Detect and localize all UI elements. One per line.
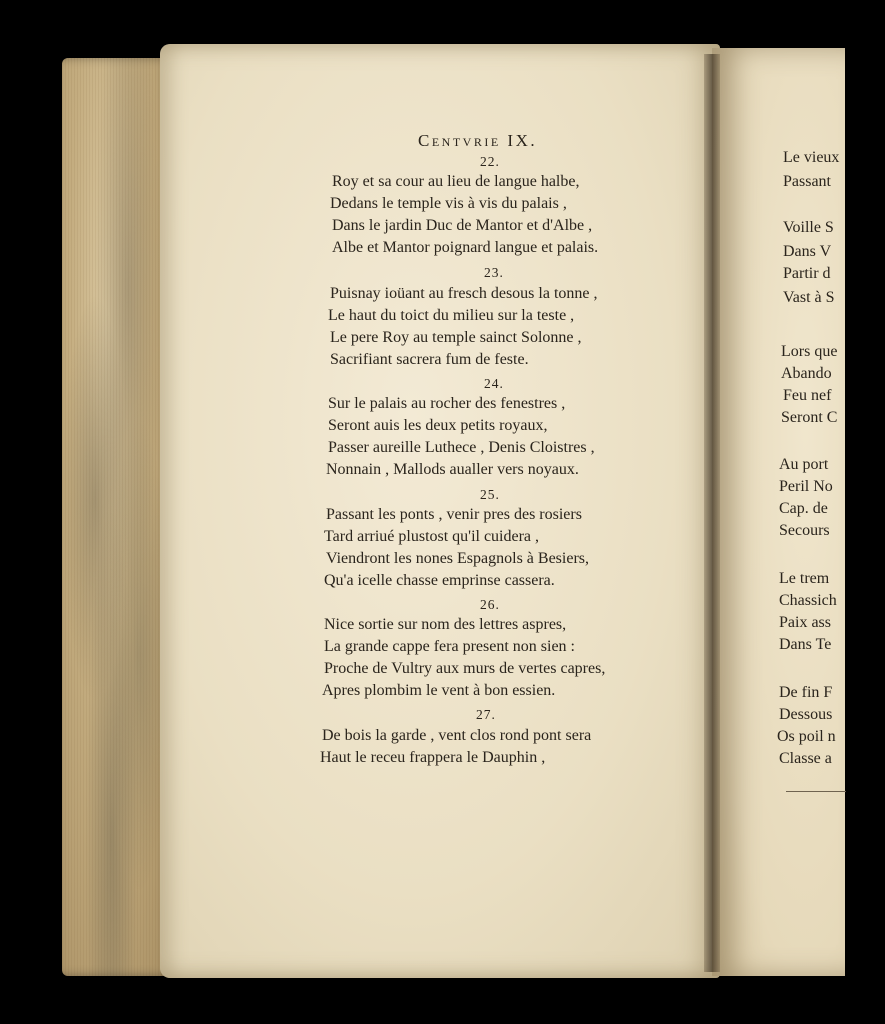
verse-line: Proche de Vultry aux murs de vertes capres, [324, 660, 606, 677]
verse-line: Haut le receu frappera le Dauphin , [320, 749, 546, 766]
verse-line: Passer aureille Luthece , Denis Cloistres , [328, 439, 595, 456]
page-gutter [704, 54, 720, 972]
verse-line: Qu'a icelle chasse emprinse cassera. [324, 572, 555, 589]
stanza-number: 25. [480, 487, 500, 502]
verse-line: Sacrifiant sacrera fum de feste. [330, 351, 529, 368]
right-page-line: Os poil n [777, 728, 836, 745]
right-page-line: Le trem [779, 570, 830, 587]
verse-line: Le pere Roy au temple sainct Solonne , [330, 329, 582, 346]
verse-line: Sur le palais au rocher des fenestres , [328, 395, 566, 412]
right-page-line: Classe a [779, 750, 832, 767]
right-page-line: Seront C [781, 409, 838, 426]
right-page-line: Lors que [781, 343, 838, 360]
right-page-line: Dans Te [779, 636, 832, 653]
right-page-line: Dans V [783, 243, 832, 260]
verse-line: Dans le jardin Duc de Mantor et d'Albe , [332, 217, 593, 234]
right-page-line: Voille S [783, 219, 834, 236]
page-header: Centvrie IX. [418, 131, 538, 150]
right-page-line: Abando [781, 365, 832, 382]
right-page-line: Partir d [783, 265, 831, 282]
verse-line: La grande cappe fera present non sien : [324, 638, 575, 655]
right-page-line: Secours [779, 522, 830, 539]
marbled-edge [62, 58, 172, 976]
right-page-line: Cap. de [779, 500, 828, 517]
verse-line: Nice sortie sur nom des lettres aspres, [324, 616, 567, 633]
right-page-rule [786, 791, 846, 792]
right-page-line: Le vieux [783, 149, 840, 166]
right-page-line: Feu nef [783, 387, 832, 404]
stanza-number: 27. [476, 707, 496, 722]
verse-line: Apres plombim le vent à bon essien. [322, 682, 556, 699]
verse-line: Roy et sa cour au lieu de langue halbe, [332, 173, 580, 190]
verse-line: Seront auis les deux petits royaux, [328, 417, 548, 434]
verse-line: Albe et Mantor poignard langue et palais. [332, 239, 599, 256]
right-page-line: Dessous [779, 706, 833, 723]
verse-line: Dedans le temple vis à vis du palais , [330, 195, 567, 212]
stanza-number: 26. [480, 597, 500, 612]
book-fore-edge [62, 58, 172, 976]
right-page-line: Paix ass [779, 614, 831, 631]
verse-line: Passant les ponts , venir pres des rosiers [326, 506, 582, 523]
verse-line: Le haut du toict du milieu sur la teste , [328, 307, 575, 324]
stanza-number: 24. [484, 376, 504, 391]
verse-line: Viendront les nones Espagnols à Besiers, [326, 550, 589, 567]
right-page-line: Au port [779, 456, 829, 473]
verse-line: Nonnain , Mallods aualler vers noyaux. [326, 461, 579, 478]
right-page-line: Vast à S [783, 289, 835, 306]
stanza-number: 22. [480, 154, 500, 169]
stanza-number: 23. [484, 265, 504, 280]
right-page-line: De fin F [779, 684, 833, 701]
right-page-line: Peril No [779, 478, 833, 495]
right-page-line: Passant [783, 173, 831, 190]
verse-line: De bois la garde , vent clos rond pont sera [322, 727, 592, 744]
right-page-line: Chassich [779, 592, 837, 609]
verse-line: Puisnay ioüant au fresch desous la tonne , [330, 285, 598, 302]
verse-line: Tard arriué plustost qu'il cuidera , [324, 528, 540, 545]
